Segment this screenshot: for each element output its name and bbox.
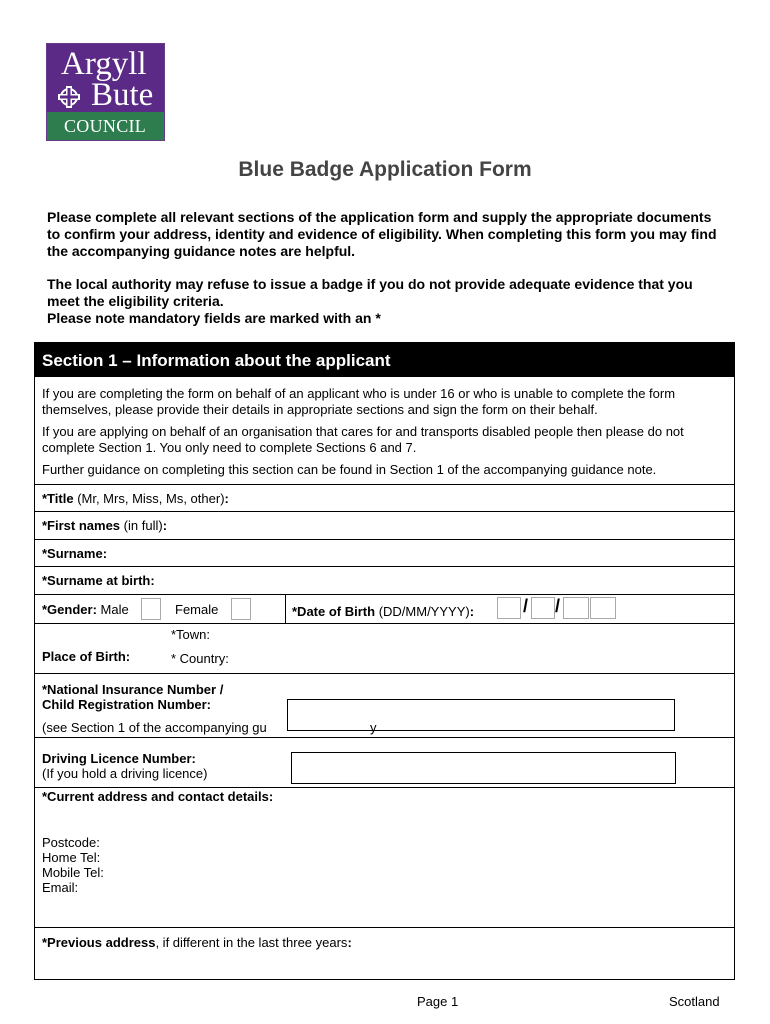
row-divider xyxy=(35,484,734,485)
dob-hint: (DD/MM/YYYY) xyxy=(378,604,470,619)
guidance-text-2: If you are applying on behalf of an organisation that cares for and transports disabled people then please do not complete Section 1. You only need to complete Sections 6 and 7. xyxy=(42,424,684,455)
logo-text-council: COUNCIL xyxy=(64,116,147,136)
page-title: Blue Badge Application Form xyxy=(238,158,532,181)
intro-paragraph-2: The local authority may refuse to issue a badge if you do not provide adequate evidence that you meet the eligibility criteria. xyxy=(47,276,693,309)
female-checkbox[interactable] xyxy=(231,598,251,620)
dob-label: *Date of Birth xyxy=(292,604,376,619)
surname-label: *Surname: xyxy=(42,546,108,561)
gender-label-group xyxy=(42,602,129,618)
dob-year-box-1[interactable] xyxy=(563,597,589,619)
ni-label-text-2: Child Registration Number: xyxy=(42,697,212,712)
town-field[interactable]: *Town: xyxy=(171,627,211,642)
column-divider xyxy=(285,594,286,623)
row-divider xyxy=(35,673,734,674)
guidance-text-1: If you are completing the form on behalf of an applicant who is under 16 or who is unable to complete the form themselves, please provide their details in appropriate sections and sign the form on their behalf. xyxy=(42,386,676,417)
row-divider xyxy=(35,927,734,928)
title-label: *Title xyxy=(42,491,74,506)
dob-separator: / xyxy=(523,596,529,616)
email-field[interactable]: Email: xyxy=(42,880,79,895)
row-divider xyxy=(35,737,734,738)
title-colon: : xyxy=(224,491,229,506)
ni-label-line-2 xyxy=(42,697,211,713)
driving-licence-label xyxy=(42,751,196,767)
ni-label-text-1: *National Insurance Number / xyxy=(42,682,224,697)
council-logo xyxy=(46,43,165,141)
logo-text-argyll: Argyll xyxy=(61,46,147,82)
footer-region: Scotland xyxy=(669,994,720,1009)
mobile-tel-field[interactable]: Mobile Tel: xyxy=(42,865,104,880)
dob-label-group xyxy=(292,604,474,620)
male-label: Male xyxy=(100,602,129,617)
first-names-hint: (in full) xyxy=(123,518,163,533)
ni-hint-tail: y xyxy=(370,720,377,735)
dob-separator: / xyxy=(555,596,561,616)
driving-licence-text: Driving Licence Number: xyxy=(42,751,196,766)
previous-address-label: *Previous address xyxy=(42,935,156,950)
dob-month-box[interactable] xyxy=(531,597,555,619)
page-number: Page 1 xyxy=(417,994,459,1009)
home-tel-field[interactable]: Home Tel: xyxy=(42,850,101,865)
driving-licence-hint: (If you hold a driving licence) xyxy=(42,766,208,781)
ni-hint: (see Section 1 of the accompanying gu xyxy=(42,720,267,735)
gender-label: *Gender: xyxy=(42,602,97,617)
row-divider xyxy=(35,539,734,540)
logo-text-bute: Bute xyxy=(91,77,154,113)
current-address-text: *Current address and contact details: xyxy=(42,789,274,804)
first-names-field[interactable] xyxy=(42,518,167,534)
previous-address-field[interactable] xyxy=(42,935,352,951)
country-field[interactable]: * Country: xyxy=(171,651,229,666)
section-1-heading: Section 1 – Information about the applicant xyxy=(35,343,734,377)
surname-at-birth-field[interactable] xyxy=(42,573,155,589)
postcode-field[interactable]: Postcode: xyxy=(42,835,100,850)
place-of-birth-text: Place of Birth: xyxy=(42,649,131,664)
row-divider xyxy=(35,623,734,624)
row-divider xyxy=(35,566,734,567)
place-of-birth-label xyxy=(42,649,130,665)
ni-number-input[interactable] xyxy=(287,699,675,731)
guidance-text-3: Further guidance on completing this section can be found in Section 1 of the accompanying guidance note. xyxy=(42,462,657,477)
section-1-form xyxy=(34,342,735,980)
surname-field[interactable] xyxy=(42,546,107,562)
male-checkbox[interactable] xyxy=(141,598,161,620)
title-field[interactable] xyxy=(42,491,229,507)
previous-address-colon: : xyxy=(347,935,352,950)
ni-label-line-1 xyxy=(42,682,223,698)
first-names-label: *First names xyxy=(42,518,121,533)
celtic-cross-icon xyxy=(56,84,82,110)
previous-address-hint: , if different in the last three years xyxy=(155,935,348,950)
intro-paragraph-1: Please complete all relevant sections of the application form and supply the appropriate documents to confirm your address, identity and evidence of eligibility. When completing this form you may find the accompanying guidance notes are helpful. xyxy=(47,209,717,259)
dob-day-box[interactable] xyxy=(497,597,521,619)
driving-licence-input[interactable] xyxy=(291,752,676,784)
female-label: Female xyxy=(175,602,219,617)
intro-paragraph-3: Please note mandatory fields are marked with an * xyxy=(47,310,381,326)
row-divider xyxy=(35,594,734,595)
title-hint: (Mr, Mrs, Miss, Ms, other) xyxy=(77,491,225,506)
surname-at-birth-label: *Surname at birth: xyxy=(42,573,155,588)
first-names-colon: : xyxy=(162,518,168,533)
row-divider xyxy=(35,511,734,512)
dob-colon: : xyxy=(469,604,475,619)
current-address-label xyxy=(42,789,273,805)
row-divider xyxy=(35,787,734,788)
dob-year-box-2[interactable] xyxy=(590,597,616,619)
